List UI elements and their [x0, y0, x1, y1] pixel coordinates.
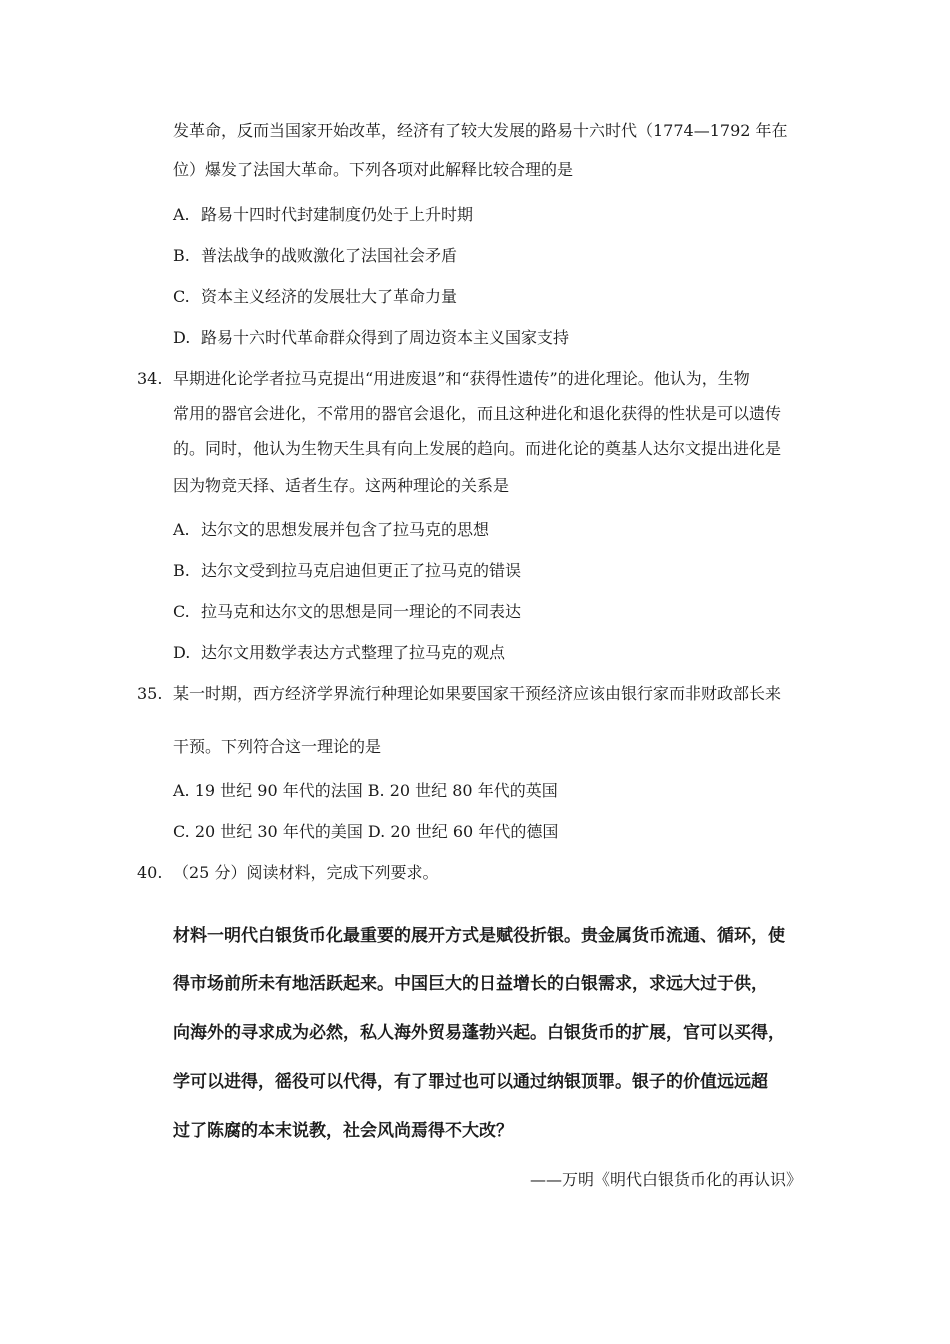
- q40-material-line-5: 过了陈腐的本末说教，社会风尚焉得不大改？: [173, 1121, 513, 1141]
- option-text: 达尔文用数学表达方式整理了拉马克的观点: [201, 643, 506, 662]
- q34-number: 34.: [137, 369, 163, 388]
- option-text: 路易十四时代封建制度仍处于上升时期: [201, 205, 474, 224]
- q34-option-b: [173, 560, 521, 582]
- option-text: 路易十六时代革命群众得到了周边资本主义国家支持: [201, 328, 570, 347]
- option-letter: C.: [173, 287, 190, 306]
- q40-number: 40.: [137, 863, 163, 882]
- option-letter: C.: [173, 602, 190, 621]
- q40-material-line-2: 得市场前所未有地活跃起来。中国巨大的日益增长的白银需求，求远大过于供，: [173, 974, 768, 994]
- option-letter: D.: [173, 643, 191, 662]
- q35-options-line-2: C. 20 世纪 30 年代的美国 D. 20 世纪 60 年代的德国: [173, 822, 559, 841]
- q40-intro: （25 分）阅读材料，完成下列要求。: [173, 863, 439, 882]
- q34-stem-line-2: 常用的器官会进化，不常用的器官会退化，而且这种进化和退化获得的性状是可以遗传: [173, 404, 782, 423]
- option-text: 达尔文的思想发展并包含了拉马克的思想: [201, 520, 490, 539]
- option-letter: A.: [173, 205, 190, 224]
- q40-material-line-4: 学可以进得，徭役可以代得，有了罪过也可以通过纳银顶罪。银子的价值远远超: [173, 1072, 768, 1092]
- q35-options-line-1: A. 19 世纪 90 年代的法国 B. 20 世纪 80 年代的英国: [173, 781, 558, 800]
- option-letter: A.: [173, 520, 190, 539]
- q33-stem-line-2: 位）爆发了法国大革命。下列各项对此解释比较合理的是: [173, 160, 574, 179]
- q34-option-d: [173, 642, 505, 664]
- option-text: 资本主义经济的发展壮大了革命力量: [201, 287, 458, 306]
- q40-material-line-3: 向海外的寻求成为必然，私人海外贸易蓬勃兴起。白银货币的扩展，官可以买得，: [173, 1023, 785, 1043]
- option-letter: D.: [173, 328, 191, 347]
- q34-option-c: [173, 601, 521, 623]
- q34-stem-line-4: 因为物竞天择、适者生存。这两种理论的关系是: [173, 476, 510, 495]
- q34-stem-line-3: 的。同时，他认为生物天生具有向上发展的趋向。而进化论的奠基人达尔文提出进化是: [173, 439, 782, 458]
- q40-source-citation: ——万明《明代白银货币化的再认识》: [529, 1170, 802, 1189]
- q34-option-a: [173, 519, 489, 541]
- option-text: 拉马克和达尔文的思想是同一理论的不同表达: [201, 602, 522, 621]
- q35-stem-line-2: 干预。下列符合这一理论的是: [173, 737, 382, 756]
- q33-option-c: [173, 286, 457, 308]
- q33-stem-line-1: 发革命，反而当国家开始改革，经济有了较大发展的路易十六时代（1774—1792 年在: [173, 121, 788, 140]
- option-text: 普法战争的战败激化了法国社会矛盾: [201, 246, 458, 265]
- q33-option-a: [173, 204, 473, 226]
- q33-option-d: [173, 327, 569, 349]
- q40-material-line-1: 材料一明代白银货币化最重要的展开方式是赋役折银。贵金属货币流通、循环，使: [173, 926, 785, 946]
- option-letter: B.: [173, 561, 190, 580]
- q35-number: 35.: [137, 684, 163, 703]
- option-letter: B.: [173, 246, 190, 265]
- q34-stem-line-1: 早期进化论学者拉马克提出“用进废退”和“获得性遗传”的进化理论。他认为，生物: [173, 369, 750, 388]
- option-text: 达尔文受到拉马克启迪但更正了拉马克的错误: [201, 561, 522, 580]
- q35-stem-line-1: 某一时期，西方经济学界流行种理论如果要国家干预经济应该由银行家而非财政部长来: [173, 684, 782, 703]
- q33-option-b: [173, 245, 457, 267]
